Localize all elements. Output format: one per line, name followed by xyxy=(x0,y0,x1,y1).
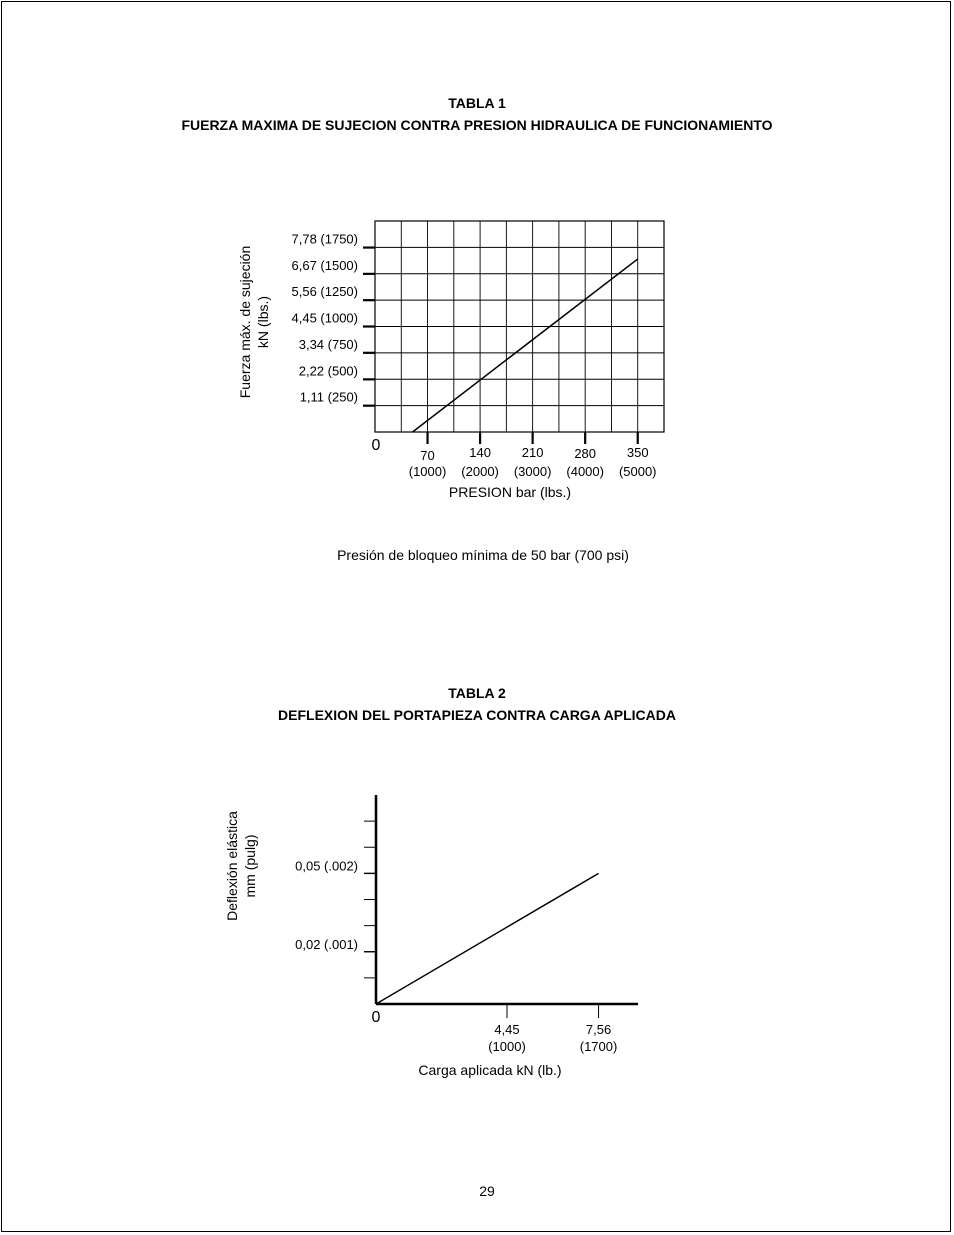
chart2-heading: TABLA 2 xyxy=(448,685,506,701)
chart1-heading: TABLA 1 xyxy=(448,95,506,111)
chart2-x-tick-sublabel: (1000) xyxy=(488,1039,526,1054)
chart1-origin-label: 0 xyxy=(371,437,381,454)
chart1-y-tick-label: 6,67 (1500) xyxy=(291,257,358,273)
chart2-y-ticks xyxy=(295,821,376,978)
chart1-y-axis-label-line2: kN (lbs.) xyxy=(255,295,271,349)
chart1-x-tick-label: 140 xyxy=(469,445,491,460)
chart1-x-tick-sublabel: (1000) xyxy=(408,464,447,479)
chart2-x-ticks xyxy=(488,1004,617,1054)
chart1-x-tick-label: 70 xyxy=(420,448,435,463)
chart2-y-axis-label-line2: mm (pulg) xyxy=(242,834,258,898)
chart2-line xyxy=(376,873,599,1004)
chart1-y-tick-label: 4,45 (1000) xyxy=(291,310,358,326)
chart1-title: FUERZA MAXIMA DE SUJECION CONTRA PRESION HIDRAULICA DE FUNCIONAMIENTO xyxy=(181,117,773,133)
chart2-origin-label: 0 xyxy=(371,1009,381,1026)
chart2-x-tick-sublabel: (1700) xyxy=(579,1039,618,1054)
chart1-y-tick-label: 3,34 (750) xyxy=(298,336,358,352)
chart2-y-tick-label: 0,05 (.002) xyxy=(295,858,358,874)
chart1-y-tick-label: 2,22 (500) xyxy=(298,363,358,379)
chart1-y-ticks xyxy=(292,232,376,406)
chart1-grid xyxy=(375,221,664,432)
chart1-x-axis-label: PRESION bar (lbs.) xyxy=(448,484,572,500)
chart1 xyxy=(237,221,664,500)
chart1-x-tick-sublabel: (2000) xyxy=(461,464,499,479)
chart1-y-tick-label: 7,78 (1750) xyxy=(291,231,358,247)
chart2-y-axis-label-line1: Deflexión elástica xyxy=(224,811,240,921)
chart1-y-tick-label: 5,56 (1250) xyxy=(291,284,358,300)
chart2 xyxy=(224,795,638,1078)
chart1-y-tick-label: 1,11 (250) xyxy=(299,389,358,405)
chart1-note: Presión de bloqueo mínima de 50 bar (700 psi) xyxy=(337,547,629,563)
chart1-x-tick-sublabel: (4000) xyxy=(566,464,604,479)
chart1-x-tick-label: 350 xyxy=(626,445,649,460)
chart2-x-tick-label: 4,45 xyxy=(494,1022,520,1037)
chart2-title: DEFLEXION DEL PORTAPIEZA CONTRA CARGA APLICADA xyxy=(278,707,676,723)
chart2-x-axis-label: Carga aplicada kN (lb.) xyxy=(418,1062,562,1078)
chart2-series xyxy=(376,873,599,1004)
chart2-y-tick-label: 0,02 (.001) xyxy=(295,936,358,952)
chart1-x-tick-sublabel: (3000) xyxy=(513,464,552,479)
chart1-x-ticks xyxy=(409,432,657,479)
chart1-x-tick-label: 210 xyxy=(521,445,544,460)
chart1-x-tick-sublabel: (5000) xyxy=(618,464,657,479)
chart1-x-tick-label: 280 xyxy=(574,446,597,461)
chart1-y-axis-label-line1: Fuerza máx. de sujeción xyxy=(237,245,253,399)
chart2-axes xyxy=(376,795,638,1004)
page-number: 29 xyxy=(479,1183,495,1199)
chart2-x-tick-label: 7,56 xyxy=(585,1022,612,1037)
